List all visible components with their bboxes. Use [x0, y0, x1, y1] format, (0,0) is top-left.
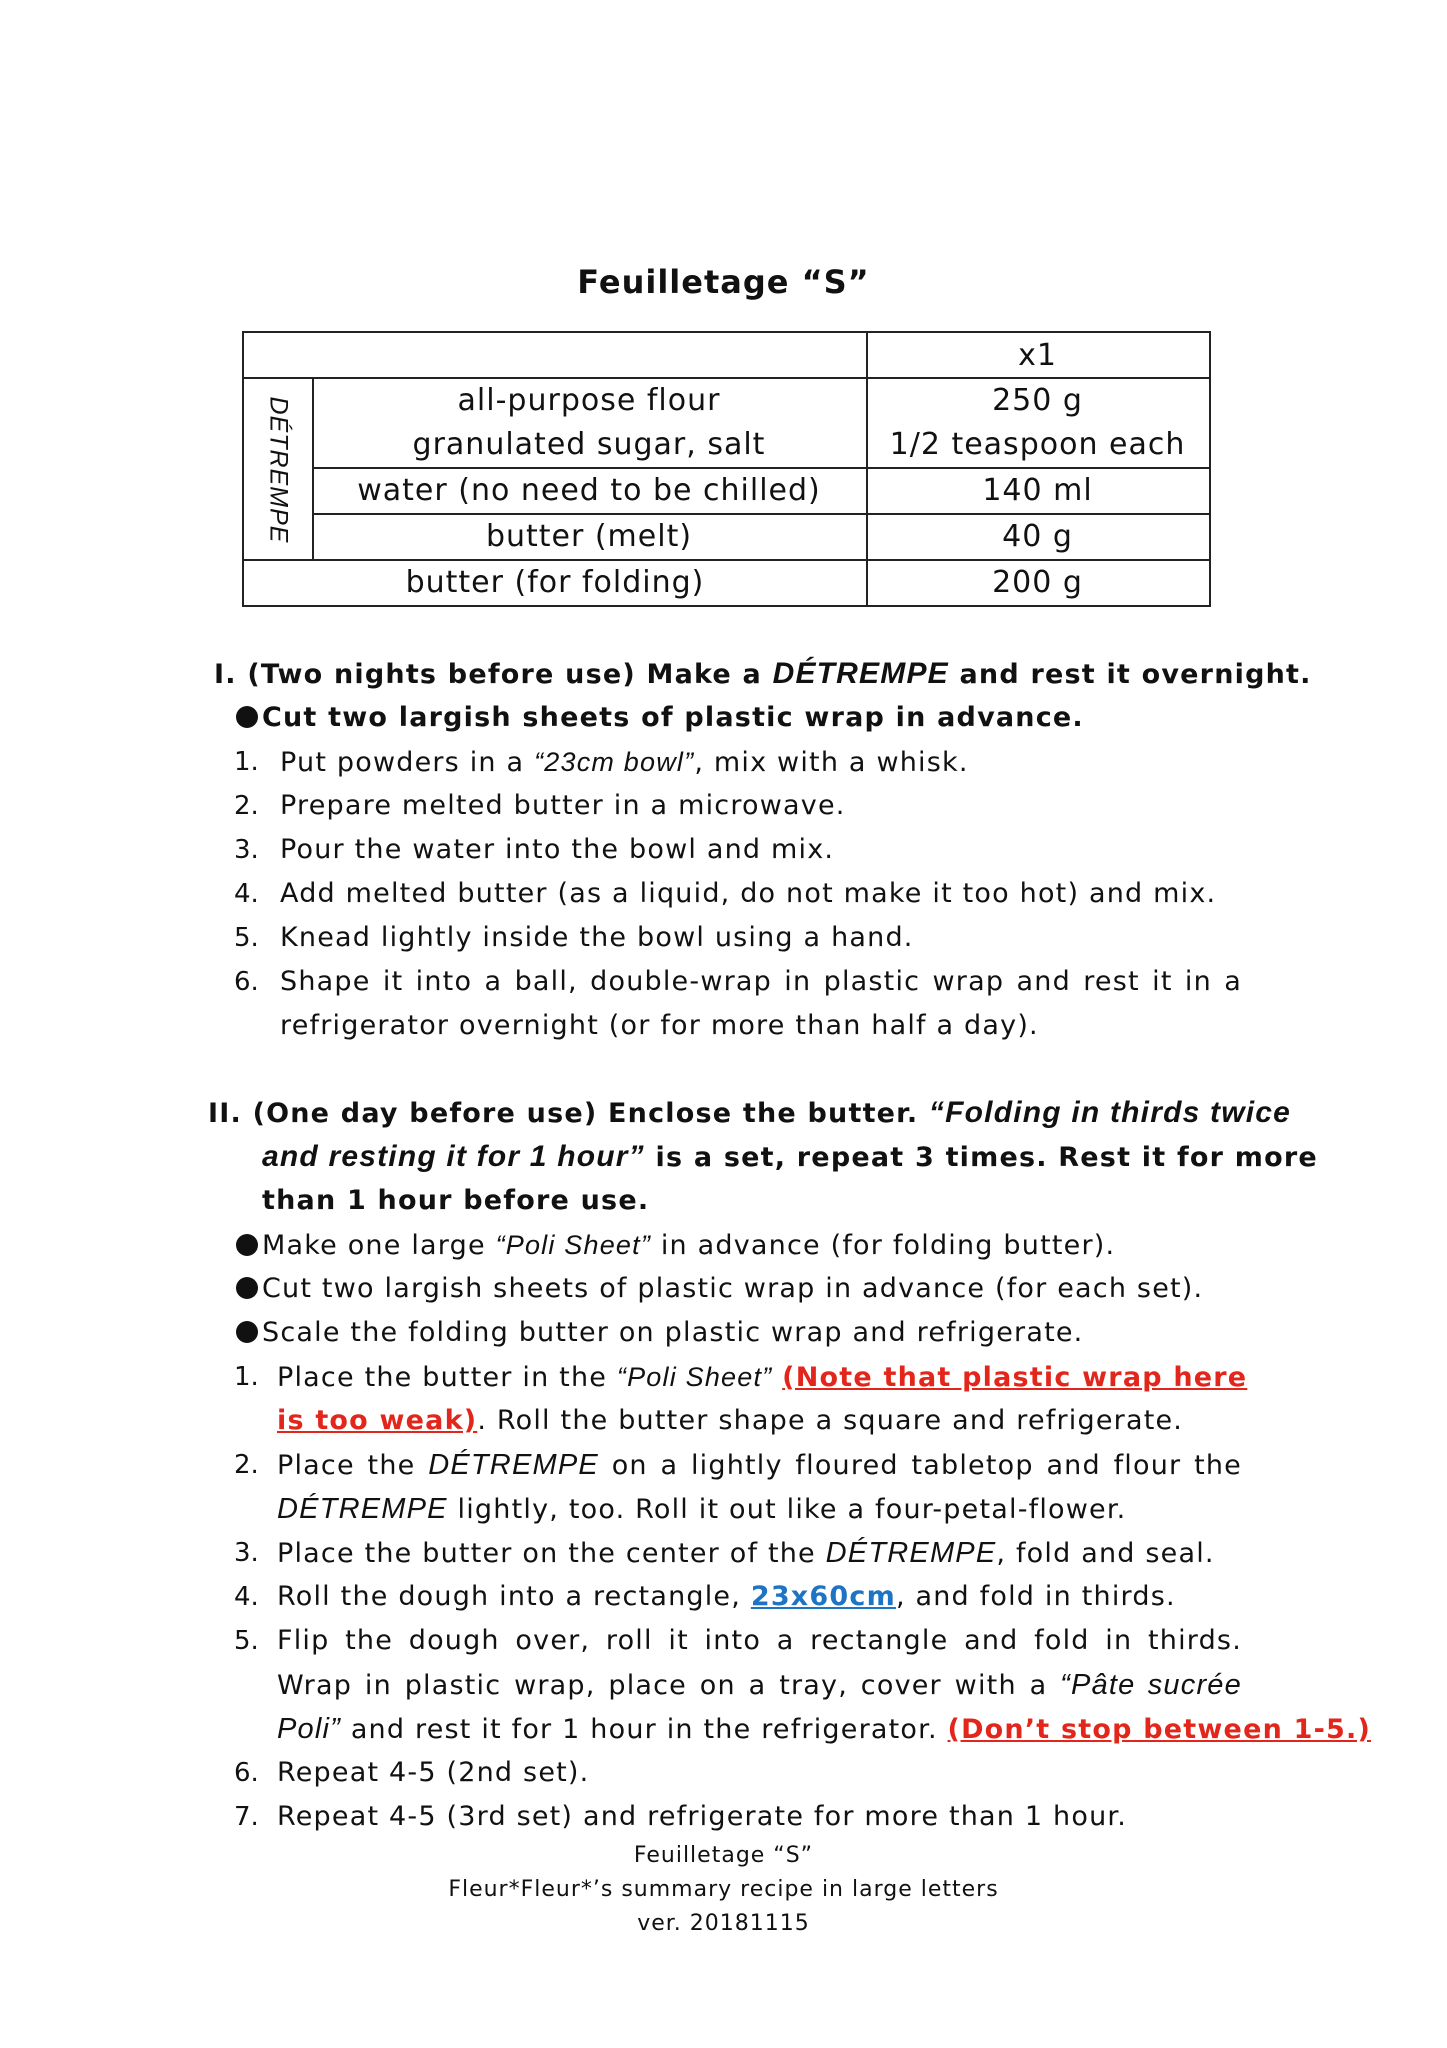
page-title: Feuilletage “S” [577, 263, 870, 301]
step-text: Wrap in plastic wrap, place on a tray, cover with a “Pâte sucrée [277, 1669, 1242, 1701]
step-number: 4. [234, 879, 259, 909]
step-text: Add melted butter (as a liquid, do not make it too hot) and mix. [280, 878, 1217, 909]
section1-bullet: Cut two largish sheets of plastic wrap in advance. [236, 698, 1084, 738]
detrempe-side-label: DÉTREMPE [264, 396, 293, 544]
step-text: Place the butter in the “Poli Sheet” (Note that plastic wrap here [277, 1362, 1248, 1393]
ingredient-name: all-purpose flour [457, 383, 721, 418]
step-number: 5. [234, 923, 259, 953]
step-number: 1. [234, 747, 259, 777]
ingredient-qty: 140 ml [982, 473, 1093, 508]
step-number: 6. [234, 1758, 259, 1788]
bullet-icon [236, 1321, 258, 1343]
step-number: 3. [234, 835, 259, 865]
ingredient-qty: 40 g [1002, 519, 1073, 554]
bullet-icon [236, 1277, 258, 1299]
bullet-icon [236, 706, 258, 728]
ingredient-name: butter (for folding) [405, 565, 705, 600]
ingredient-qty: 250 g [992, 383, 1083, 418]
step-text: Place the DÉTREMPE on a lightly floured tabletop and flour the [277, 1449, 1242, 1481]
step-number: 5. [234, 1626, 259, 1656]
ingredient-name: water (no need to be chilled) [357, 473, 821, 508]
ingredient-qty: 1/2 teaspoon each [889, 427, 1186, 462]
section2-bullet: Cut two largish sheets of plastic wrap in advance (for each set). [236, 1269, 1203, 1309]
step-text: Repeat 4-5 (3rd set) and refrigerate for more than 1 hour. [277, 1801, 1128, 1832]
step-text: Repeat 4-5 (2nd set). [277, 1757, 590, 1788]
step-number: 6. [234, 967, 259, 997]
step-text: Poli” and rest it for 1 hour in the refrigerator. (Don’t stop between 1-5.) [277, 1713, 1371, 1745]
step-number: 2. [234, 791, 259, 821]
step-number: 7. [234, 1802, 259, 1832]
step-number: 4. [234, 1582, 259, 1612]
section2-heading: and resting it for 1 hour” is a set, repeat 3 times. Rest it for more [262, 1140, 1318, 1173]
footer-subtitle: Fleur*Fleur*’s summary recipe in large letters [448, 1877, 999, 1902]
footer-version: ver. 20181115 [637, 1911, 810, 1936]
step-text: DÉTREMPE lightly, too. Roll it out like a four-petal-flower. [277, 1493, 1127, 1525]
section2-bullet: Scale the folding butter on plastic wrap and refrigerate. [236, 1313, 1083, 1353]
step-text: Pour the water into the bowl and mix. [280, 834, 835, 865]
ingredient-name: butter (melt) [485, 519, 693, 554]
step-number: 2. [234, 1450, 259, 1480]
footer-title: Feuilletage “S” [633, 1843, 814, 1868]
step-text: Put powders in a “23cm bowl”, mix with a whisk. [280, 747, 969, 778]
step-text: Knead lightly inside the bowl using a hand. [280, 922, 914, 953]
qty-header: x1 [1018, 338, 1057, 373]
ingredient-name: granulated sugar, salt [412, 427, 766, 462]
step-text: refrigerator overnight (or for more than half a day). [280, 1010, 1039, 1041]
ingredient-table [242, 331, 1211, 607]
step-text: Shape it into a ball, double-wrap in plastic wrap and rest it in a [280, 966, 1242, 997]
section2-heading: than 1 hour before use. [262, 1185, 650, 1216]
step-text: Prepare melted butter in a microwave. [280, 790, 846, 821]
bullet-icon [236, 1234, 258, 1256]
step-text: Place the butter on the center of the DÉTREMPE, fold and seal. [277, 1537, 1215, 1569]
step-text: Flip the dough over, roll it into a rectangle and fold in thirds. [277, 1625, 1242, 1656]
ingredient-qty: 200 g [992, 565, 1083, 600]
section2-heading: II. (One day before use) Enclose the butter. “Folding in thirds twice [208, 1096, 1292, 1129]
section1-heading: I. (Two nights before use) Make a DÉTREMPE and rest it overnight. [214, 657, 1312, 690]
step-number: 1. [234, 1362, 259, 1392]
step-number: 3. [234, 1538, 259, 1568]
section2-bullet: Make one large “Poli Sheet” in advance (for folding butter). [236, 1225, 1115, 1266]
step-text: Roll the dough into a rectangle, 23x60cm, and fold in thirds. [277, 1581, 1176, 1612]
step-text: is too weak). Roll the butter shape a square and refrigerate. [277, 1405, 1184, 1436]
